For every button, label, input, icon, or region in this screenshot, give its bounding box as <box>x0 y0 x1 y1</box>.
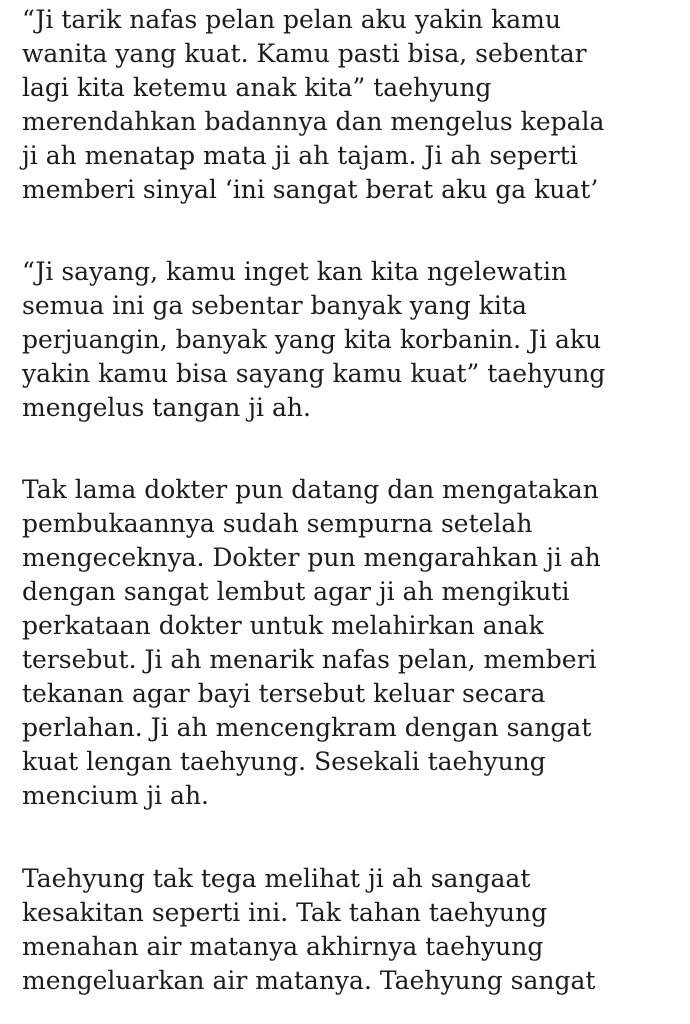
text-line: kesakitan seperti ini. Tak tahan taehyung <box>22 898 548 927</box>
text-line: wanita yang kuat. Kamu pasti bisa, sebentar <box>22 39 587 68</box>
text-line: merendahkan badannya dan mengelus kepala <box>22 107 605 136</box>
text-line: pembukaannya sudah sempurna setelah <box>22 509 533 538</box>
text-line: perlahan. Ji ah mencengkram dengan sangat <box>22 713 592 742</box>
text-line: “Ji tarik nafas pelan pelan aku yakin kamu <box>22 5 561 34</box>
text-line: “Ji sayang, kamu inget kan kita ngelewatin <box>22 257 568 286</box>
text-line: memberi sinyal ‘ini sangat berat aku ga kuat’ <box>22 175 599 204</box>
text-line: perjuangin, banyak yang kita korbanin. Ji aku <box>22 325 602 354</box>
text-line: lagi kita ketemu anak kita” taehyung <box>22 73 492 102</box>
text-line: dengan sangat lembut agar ji ah mengikuti <box>22 577 570 606</box>
text-line: Taehyung tak tega melihat ji ah sangaat <box>22 864 531 893</box>
text-line: mengelus tangan ji ah. <box>22 393 311 422</box>
text-line: Tak lama dokter pun datang dan mengatakan <box>22 475 599 504</box>
text-line: mengeluarkan air matanya. Taehyung sangat <box>22 966 596 995</box>
text-line: menahan air matanya akhirnya taehyung <box>22 932 544 961</box>
text-line: yakin kamu bisa sayang kamu kuat” taehyung <box>22 359 606 388</box>
text-line: mencium ji ah. <box>22 781 209 810</box>
text-line: tersebut. Ji ah menarik nafas pelan, memberi <box>22 645 597 674</box>
text-line: tekanan agar bayi tersebut keluar secara <box>22 679 546 708</box>
text-line: ji ah menatap mata ji ah tajam. Ji ah seperti <box>22 141 578 170</box>
text-line: semua ini ga sebentar banyak yang kita <box>22 291 527 320</box>
text-line: mengeceknya. Dokter pun mengarahkan ji ah <box>22 543 601 572</box>
text-line: kuat lengan taehyung. Sesekali taehyung <box>22 747 546 776</box>
text-line: perkataan dokter untuk melahirkan anak <box>22 611 544 640</box>
